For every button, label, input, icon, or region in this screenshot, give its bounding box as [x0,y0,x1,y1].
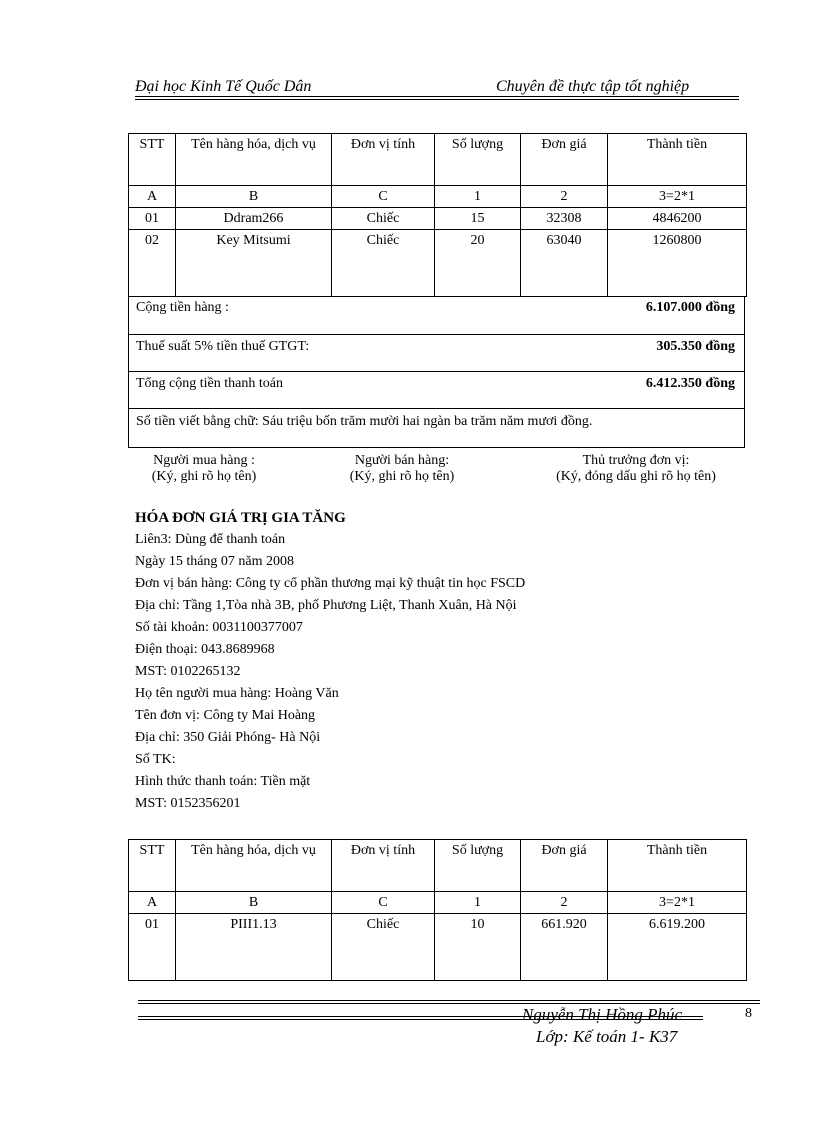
signature-role: Người mua hàng : [153,453,255,468]
invoice-table-2 [128,839,747,981]
subtotal-value: 6.107.000 đồng [645,300,735,315]
code-cell: A [129,892,176,914]
col-unit: Đơn vị tính [332,134,435,186]
cell-unit: Chiếc [332,230,435,297]
col-stt: STT [129,134,176,186]
cell-amount: 4846200 [608,208,747,230]
col-qty: Số lượng [435,134,521,186]
col-amount: Thành tiền [608,840,747,892]
col-amount: Thành tiền [608,134,747,186]
signature-buyer [134,453,274,485]
signature-note: (Ký, đóng dấu ghi rõ họ tên) [556,469,716,484]
header-left: Đại học Kinh Tế Quốc Dân [135,78,312,95]
info-line: MST: 0152356201 [135,796,241,811]
table-row [129,208,747,230]
vat-value: 305.350 đồng [656,339,735,354]
cell-amount: 6.619.200 [608,914,747,981]
cell-qty: 10 [435,914,521,981]
cell-stt: 01 [129,914,176,981]
vat-label: Thuế suất 5% tiền thuế GTGT: [136,339,310,354]
info-line: MST: 0102265132 [135,664,241,679]
info-line: Địa chỉ: 350 Giải Phóng- Hà Nội [135,730,321,745]
footer-strike-rule-2 [138,1019,703,1020]
info-line: Địa chỉ: Tầng 1,Tòa nhà 3B, phố Phương Liệt, Thanh Xuân, Hà Nội [135,598,517,613]
table-code-row [129,186,747,208]
col-price: Đơn giá [521,840,608,892]
code-cell: 2 [521,186,608,208]
info-line: Họ tên người mua hàng: Hoàng Văn [135,686,339,701]
amount-in-words-row [128,409,745,448]
code-cell: C [332,186,435,208]
col-stt: STT [129,840,176,892]
code-cell: 3=2*1 [608,892,747,914]
info-line: Đơn vị bán hàng: Công ty cổ phần thương mại kỹ thuật tin học FSCD [135,576,526,591]
code-cell: 1 [435,892,521,914]
info-line: Ngày 15 tháng 07 năm 2008 [135,554,295,569]
cell-unit: Chiếc [332,208,435,230]
header-rule [135,96,739,97]
vat-row [128,335,745,372]
footer-rule [138,1000,760,1001]
info-line: Số TK: [135,752,176,767]
col-name: Tên hàng hóa, dịch vụ [176,840,332,892]
table-row [129,914,747,981]
signature-note: (Ký, ghi rõ họ tên) [349,469,455,484]
invoice-table-1 [128,133,747,297]
col-price: Đơn giá [521,134,608,186]
info-line: Số tài khoản: 0031100377007 [135,620,303,635]
cell-amount: 1260800 [608,230,747,297]
signature-director [536,453,736,485]
cell-qty: 15 [435,208,521,230]
table-header-row [129,134,747,186]
table-header-row [129,840,747,892]
code-cell: B [176,892,332,914]
cell-price: 63040 [521,230,608,297]
cell-stt: 01 [129,208,176,230]
header-rule-2 [135,99,739,100]
info-line: Liên3: Dùng để thanh toán [135,532,286,547]
header-right: Chuyên đề thực tập tốt nghiệp [496,78,690,95]
footer-class: Lớp: Kế toán 1- K37 [536,1027,678,1046]
cell-price: 661.920 [521,914,608,981]
cell-stt: 02 [129,230,176,297]
total-label: Tổng cộng tiền thanh toán [136,376,283,391]
cell-name: PIII1.13 [176,914,332,981]
invoice-title: HÓA ĐƠN GIÁ TRỊ GIA TĂNG [135,510,346,526]
cell-name: Ddram266 [176,208,332,230]
col-unit: Đơn vị tính [332,840,435,892]
code-cell: 1 [435,186,521,208]
footer-strike-rule [138,1016,703,1017]
code-cell: 2 [521,892,608,914]
subtotal-label: Cộng tiền hàng : [136,300,229,315]
amount-in-words: Số tiền viết bằng chữ: Sáu triệu bốn trăm mười hai ngàn ba trăm năm mươi đồng. [136,414,593,429]
col-name: Tên hàng hóa, dịch vụ [176,134,332,186]
footer-author: Nguyễn Thị Hồng Phúc [522,1005,683,1024]
footer-rule-2 [138,1003,760,1004]
cell-name: Key Mitsumi [176,230,332,297]
table-row [129,230,747,297]
total-row [128,372,745,409]
info-line: Điện thoại: 043.8689968 [135,642,275,657]
col-qty: Số lượng [435,840,521,892]
signature-role: Thủ trưởng đơn vị: [582,453,690,468]
code-cell: B [176,186,332,208]
code-cell: 3=2*1 [608,186,747,208]
cell-unit: Chiếc [332,914,435,981]
signature-seller [332,453,472,485]
table-code-row [129,892,747,914]
subtotal-row [128,296,745,335]
code-cell: A [129,186,176,208]
page-number: 8 [745,1006,752,1021]
signature-role: Người bán hàng: [354,453,450,468]
info-line: Tên đơn vị: Công ty Mai Hoàng [135,708,316,723]
code-cell: C [332,892,435,914]
info-line: Hình thức thanh toán: Tiền mặt [135,774,311,789]
cell-price: 32308 [521,208,608,230]
signature-note: (Ký, ghi rõ họ tên) [151,469,257,484]
cell-qty: 20 [435,230,521,297]
total-value: 6.412.350 đồng [645,376,735,391]
